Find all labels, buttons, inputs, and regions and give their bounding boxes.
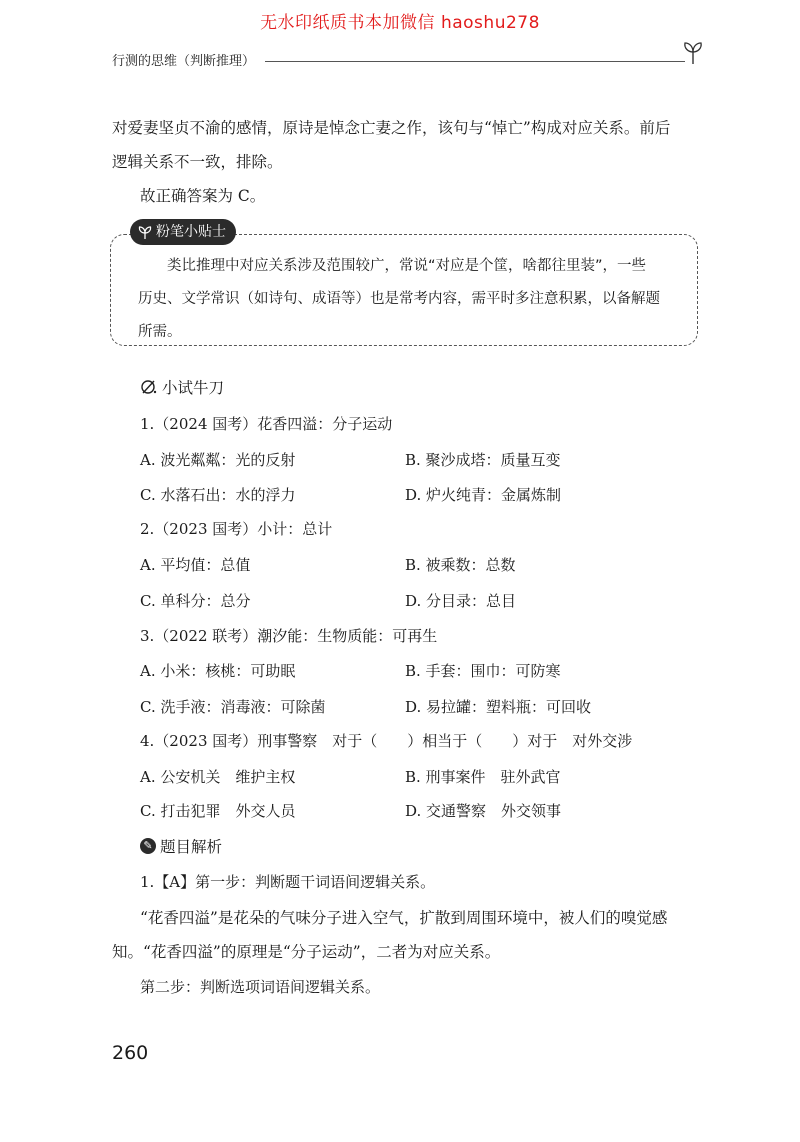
intro-line-2: 逻辑关系不一致，排除。 — [112, 153, 283, 171]
pencil-slash-icon — [140, 378, 158, 396]
intro-line-1: 对爱妻坚贞不渝的感情，原诗是悼念亡妻之作，该句与“悼亡”构成对应关系。前后 — [112, 119, 671, 137]
watermark-text: 无水印纸质书本加微信 haoshu278 — [260, 13, 540, 33]
question-1-option-a: A. 波光粼粼：光的反射 — [140, 451, 296, 469]
leaf-icon — [138, 225, 152, 239]
question-3-option-d: D. 易拉罐：塑料瓶：可回收 — [405, 698, 592, 716]
question-1-stem: 1.（2024 国考）花香四溢：分子运动 — [140, 415, 393, 433]
analysis-step-2: 第二步：判断选项词语间逻辑关系。 — [140, 978, 381, 996]
tip-line-2: 历史、文学常识（如诗句、成语等）也是常考内容，需平时多注意积累，以备解题 — [138, 291, 660, 307]
analysis-para-line-2: 知。“花香四溢”的原理是“分子运动”，二者为对应关系。 — [112, 943, 501, 961]
question-2-option-c: C. 单科分：总分 — [140, 592, 251, 610]
question-2-stem: 2.（2023 国考）小计：总计 — [140, 520, 333, 538]
tip-line-3: 所需。 — [138, 324, 182, 340]
tip-line-1: 类比推理中对应关系涉及范围较广，常说“对应是个筐，啥都往里装”，一些 — [167, 258, 647, 274]
question-2-option-d: D. 分目录：总目 — [405, 592, 517, 610]
practice-heading — [140, 376, 224, 398]
question-3-option-b: B. 手套：围巾：可防寒 — [405, 662, 561, 680]
header-rule — [265, 61, 685, 62]
tip-title-badge — [130, 219, 236, 245]
question-3-option-c: C. 洗手液：消毒液：可除菌 — [140, 698, 326, 716]
question-4-option-d: D. 交通警察 外交领事 — [405, 802, 562, 820]
analysis-heading-text: 题目解析 — [160, 838, 223, 856]
analysis-para-line-1: “花香四溢”是花朵的气味分子进入空气，扩散到周围环境中，被人们的嗅觉感 — [140, 909, 668, 927]
question-1-option-d: D. 炉火纯青：金属炼制 — [405, 486, 562, 504]
question-1-option-b: B. 聚沙成塔：质量互变 — [405, 451, 561, 469]
question-1-option-c: C. 水落石出：水的浮力 — [140, 486, 296, 504]
question-4-option-a: A. 公安机关 维护主权 — [140, 768, 296, 786]
analysis-heading — [140, 835, 222, 857]
pen-icon: ✎ — [140, 838, 156, 854]
question-4-stem: 4.（2023 国考）刑事警察 对于（ ）相当于（ ）对于 对外交涉 — [140, 732, 633, 750]
page-number: 260 — [112, 1042, 149, 1064]
question-3-option-a: A. 小米：核桃：可助眠 — [140, 662, 296, 680]
question-4-option-c: C. 打击犯罪 外交人员 — [140, 802, 296, 820]
running-head: 行测的思维（判断推理） — [112, 54, 256, 69]
question-2-option-b: B. 被乘数：总数 — [405, 556, 516, 574]
question-4-option-b: B. 刑事案件 驻外武官 — [405, 768, 561, 786]
intro-answer: 故正确答案为 C。 — [140, 187, 266, 205]
question-2-option-a: A. 平均值：总值 — [140, 556, 251, 574]
question-3-stem: 3.（2022 联考）潮汐能：生物质能：可再生 — [140, 627, 438, 645]
sprout-icon — [682, 40, 704, 64]
analysis-step-1: 1.【A】第一步：判断题干词语间逻辑关系。 — [140, 873, 436, 891]
tip-title: 粉笔小贴士 — [156, 224, 226, 240]
practice-heading-text: 小试牛刀 — [162, 379, 225, 397]
